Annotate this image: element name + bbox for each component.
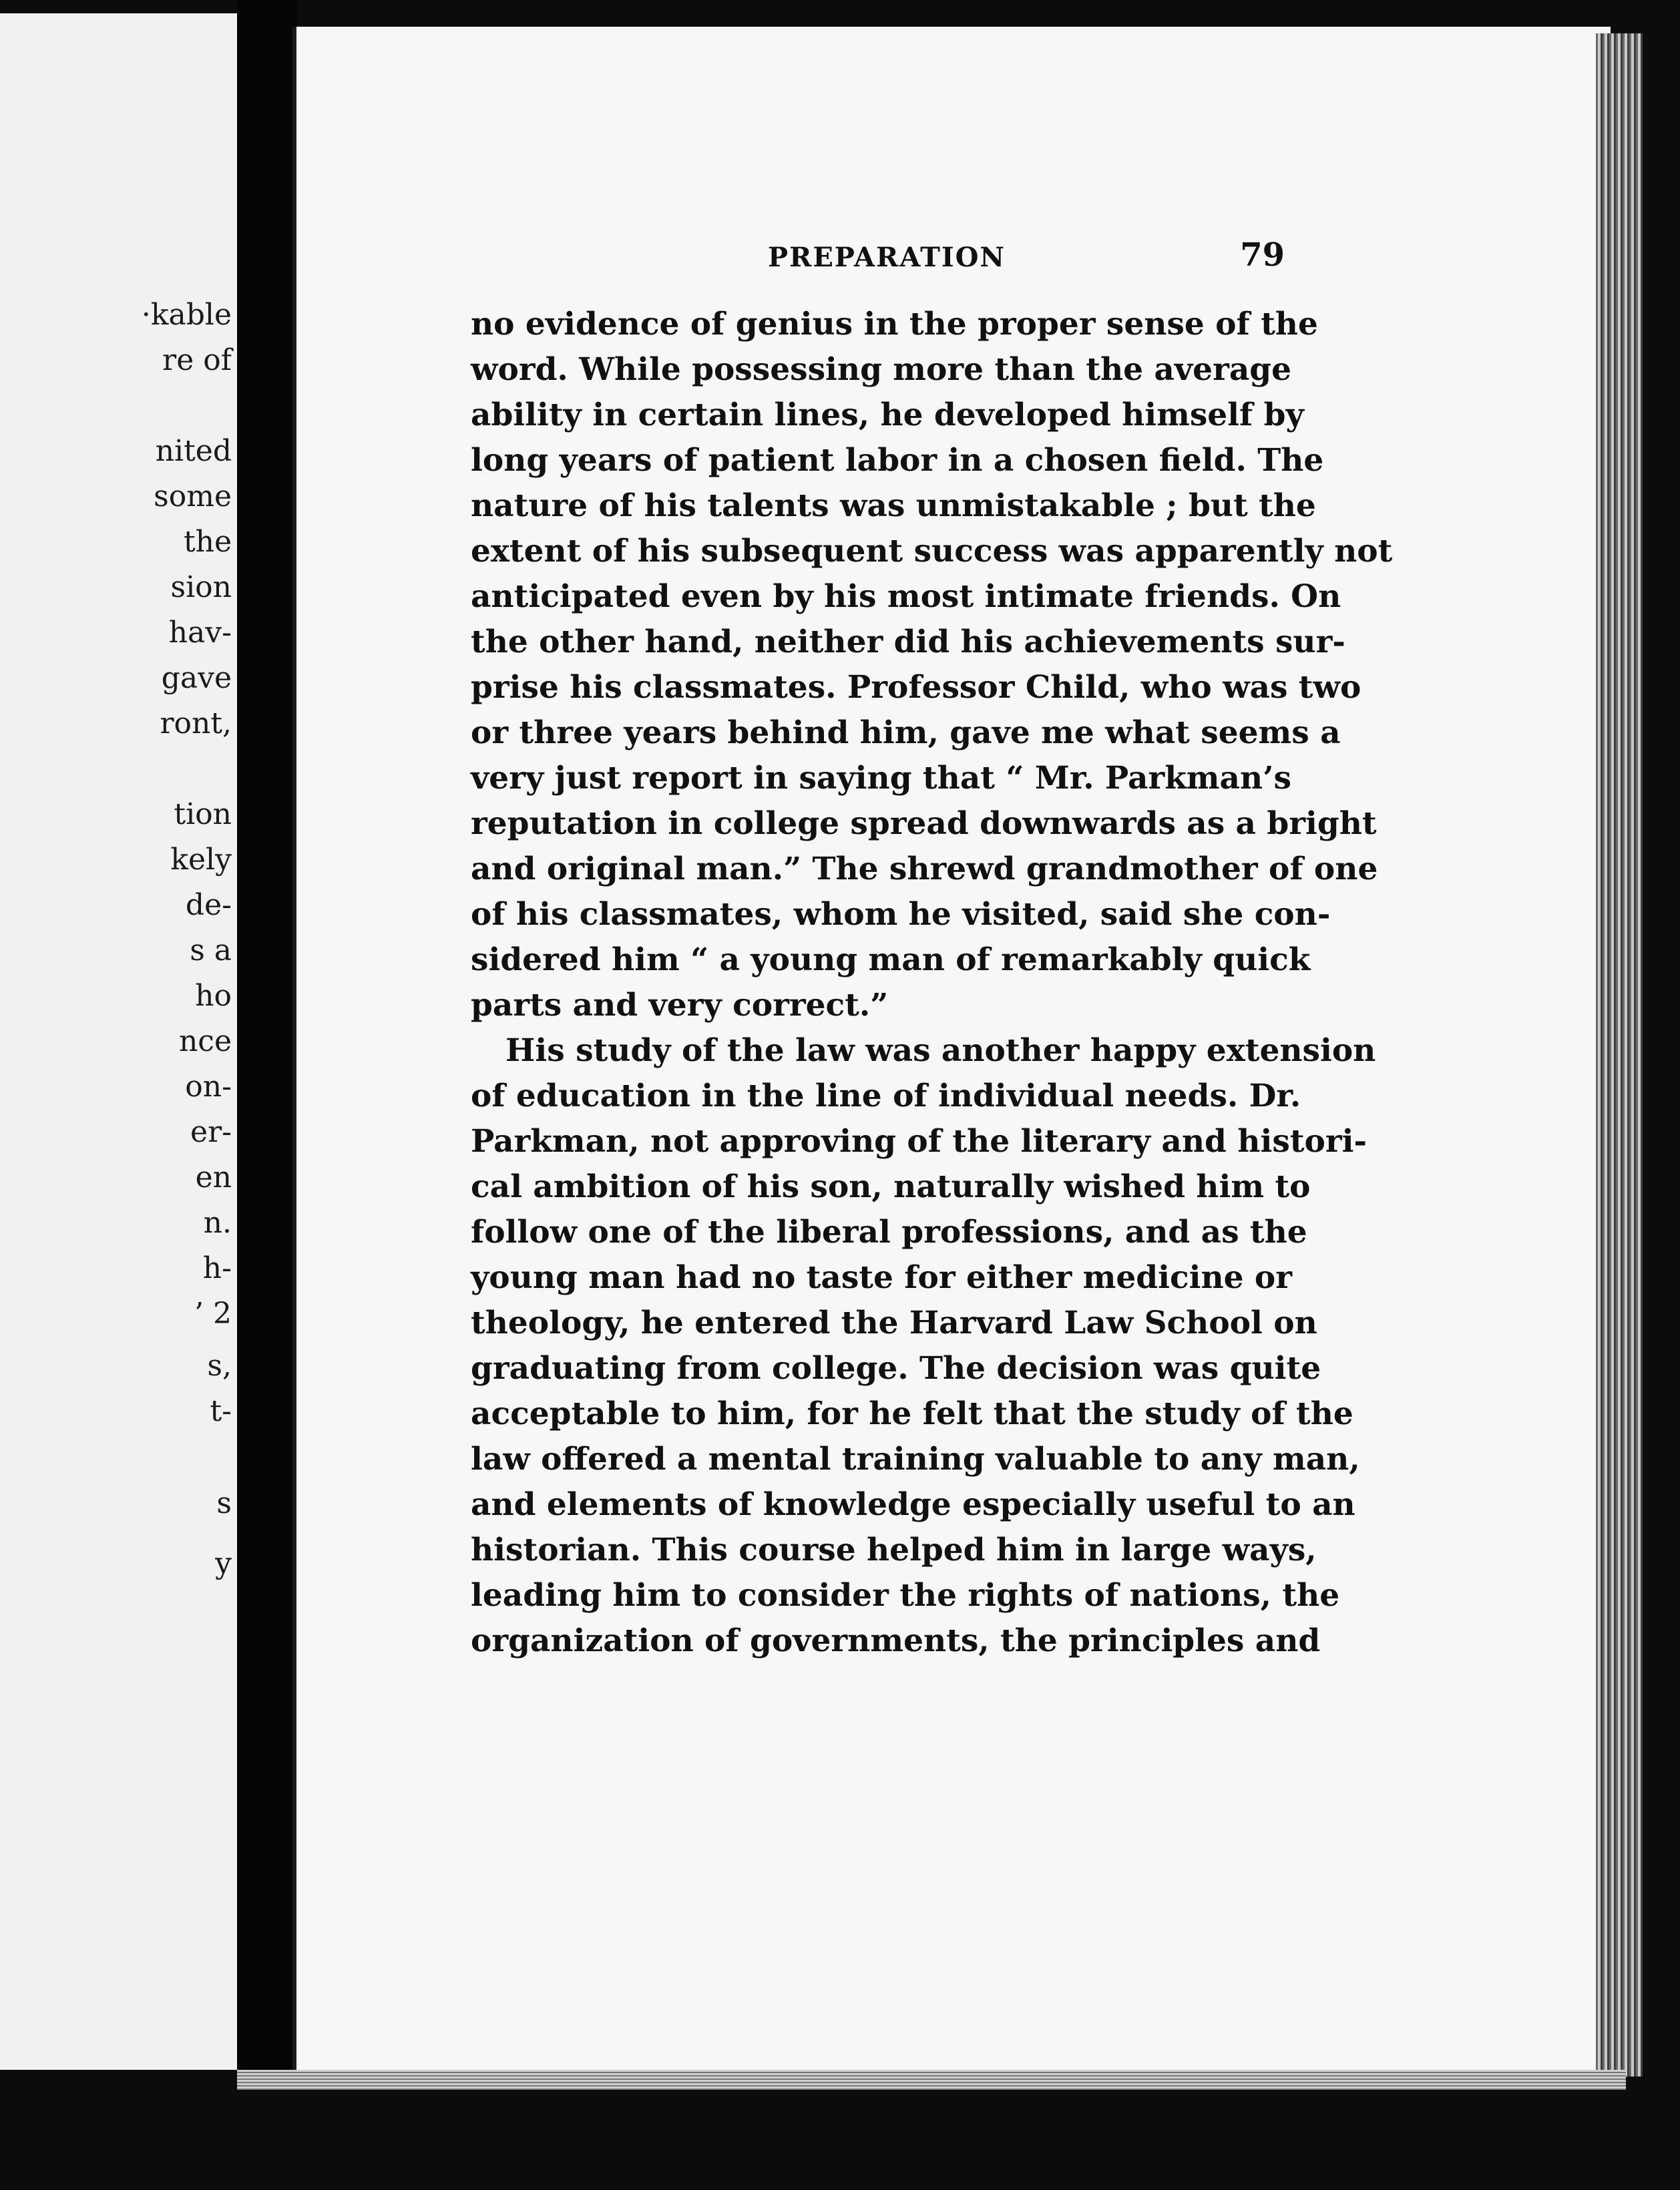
left-page-fragment: nited [155, 434, 232, 468]
text-line: acceptable to him, for he felt that the study of the [471, 1395, 1353, 1432]
text-line: parts and very correct.” [471, 987, 889, 1024]
left-page-fragment: the [183, 525, 232, 559]
left-page-fragment: on- [185, 1070, 232, 1104]
text-line: no evidence of genius in the proper sense of the [471, 306, 1318, 343]
text-line: organization of governments, the principles and [471, 1622, 1321, 1659]
text-line: follow one of the liberal professions, and as the [471, 1214, 1307, 1251]
left-page-fragment: some [154, 479, 232, 513]
text-line: of his classmates, whom he visited, said she con- [471, 896, 1331, 933]
left-page-fragment: ’ 2 [194, 1297, 232, 1331]
left-page-fragment: ·kable [141, 298, 232, 332]
text-line: historian. This course helped him in large ways, [471, 1532, 1317, 1568]
left-page-fragment: re of [162, 343, 232, 377]
running-head [467, 235, 1289, 275]
left-page-fragment: ront, [160, 706, 232, 740]
text-line: cal ambition of his son, naturally wished him to [471, 1168, 1311, 1205]
text-line: or three years behind him, gave me what seems a [471, 714, 1341, 751]
left-page-fragment: t- [210, 1394, 232, 1428]
left-page-fragment: s [216, 1486, 232, 1520]
text-line: nature of his talents was unmistakable ; but the [471, 487, 1316, 524]
left-page-fragment: tion [174, 797, 232, 831]
text-line: long years of patient labor in a chosen field. The [471, 442, 1324, 479]
page-edges-right [1596, 33, 1643, 2076]
book-gutter [237, 0, 297, 2083]
text-line: leading him to consider the rights of nations, the [471, 1577, 1340, 1614]
left-page-fragment: ho [195, 979, 232, 1013]
left-page-fragment: nce [178, 1024, 232, 1058]
left-page-fragment: s a [190, 933, 232, 967]
text-line: extent of his subsequent success was apparently not [471, 533, 1393, 570]
text-line: sidered him “ a young man of remarkably quick [471, 941, 1311, 978]
left-page-fragment: y [215, 1546, 232, 1580]
left-page-fragment: h- [202, 1251, 232, 1285]
text-line: and elements of knowledge especially useful to an [471, 1486, 1355, 1523]
text-line: Parkman, not approving of the literary and histori- [471, 1123, 1367, 1160]
text-line: ability in certain lines, he developed himself by [471, 397, 1304, 433]
text-line: the other hand, neither did his achievements sur- [471, 624, 1345, 660]
left-page-fragment: sion [170, 570, 232, 604]
text-line: of education in the line of individual needs. Dr. [471, 1078, 1301, 1114]
text-line: His study of the law was another happy extension [505, 1032, 1376, 1069]
left-page-fragment: gave [161, 661, 232, 695]
facing-page-left [0, 13, 240, 2070]
left-page-fragment: n. [203, 1206, 232, 1240]
running-head-title: PREPARATION [768, 242, 1006, 273]
page-edges-bottom [237, 2070, 1626, 2090]
text-line: young man had no taste for either medicine or [471, 1259, 1293, 1296]
text-line: and original man.” The shrewd grandmother of one [471, 851, 1378, 887]
text-line: reputation in college spread downwards as a bright [471, 805, 1377, 842]
text-line: word. While possessing more than the average [471, 351, 1292, 388]
body-text [471, 302, 1393, 1664]
text-line: very just report in saying that “ Mr. Parkman’s [471, 760, 1291, 797]
page-number: 79 [1240, 236, 1285, 274]
text-line: theology, he entered the Harvard Law School on [471, 1305, 1317, 1341]
text-line: law offered a mental training valuable to any man, [471, 1441, 1360, 1478]
left-page-fragment: de- [185, 888, 232, 922]
text-line: graduating from college. The decision was quite [471, 1350, 1321, 1387]
left-page-fragment: kely [170, 843, 232, 877]
left-page-fragment: hav- [168, 616, 232, 650]
text-line: anticipated even by his most intimate friends. On [471, 578, 1341, 615]
left-page-fragment: er- [190, 1115, 232, 1149]
left-page-fragment: s, [207, 1349, 232, 1383]
text-line: prise his classmates. Professor Child, who was two [471, 669, 1361, 706]
left-page-fragment: en [195, 1160, 232, 1194]
